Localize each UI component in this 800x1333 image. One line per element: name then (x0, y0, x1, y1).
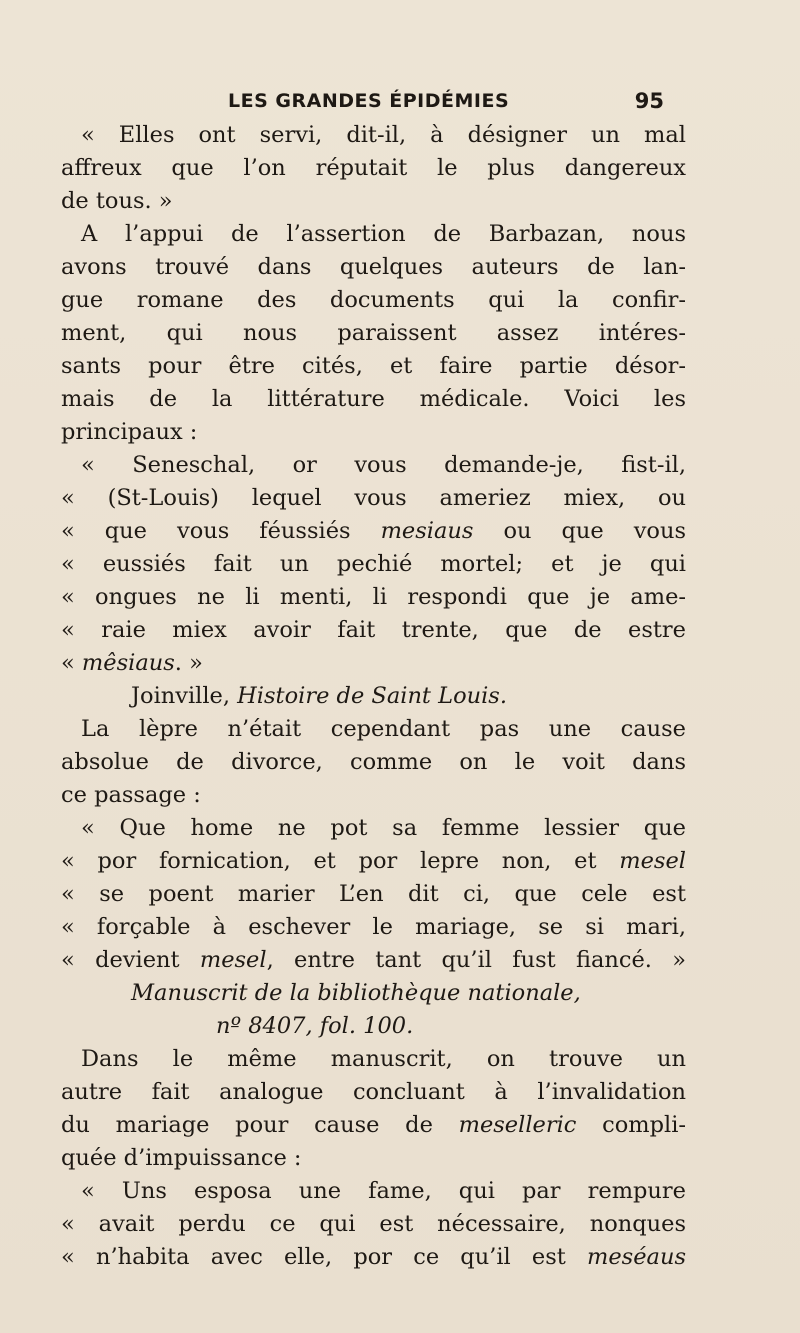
quoted-line: « por fornication, et por lepre non, et mesel (61, 848, 686, 874)
citation-manuscript: Manuscrit de la bibliothèque nationale, (131, 980, 581, 1006)
quote-mark: « (61, 947, 75, 973)
citation-line (61, 680, 686, 713)
quote-mark: « (81, 1178, 95, 1204)
quoted-line: « forçable à eschever le mariage, se si mari, (61, 914, 686, 940)
text-line: A l’appui de l’assertion de Barbazan, nous (81, 221, 686, 247)
text-line: ment, qui nous paraissent assez intéres- (61, 320, 686, 346)
quote-mark: « (61, 1211, 75, 1237)
text-line: quée d’impuissance : (61, 1145, 302, 1171)
citation-line (61, 1010, 686, 1043)
quoted-line: « Uns esposa une fame, qui par rempure (81, 1178, 686, 1204)
body-text (61, 119, 686, 1274)
quoted-line: « raie miex avoir fait trente, que de estre (61, 617, 686, 643)
text-line: principaux : (61, 419, 198, 445)
quoted-line: « devient mesel, entre tant qu’il fust fiancé. » (61, 947, 686, 973)
text-line (61, 119, 686, 152)
quote-mark: « (61, 848, 75, 874)
text-line: du mariage pour cause de meselleric compli- (61, 1112, 686, 1138)
quoted-line: « avait perdu ce qui est nécessaire, nonques (61, 1211, 686, 1237)
quote-mark: « (61, 518, 75, 544)
quoted-line: « Que home ne pot sa femme lessier que (81, 815, 686, 841)
quote-mark: « (61, 1244, 75, 1270)
text-line: ce passage : (61, 782, 201, 808)
page-number: 95 (634, 89, 664, 113)
quoted-line: « ongues ne li menti, li respondi que je ame- (61, 584, 686, 610)
citation-author: Joinville, (131, 683, 238, 709)
citation-line (61, 977, 686, 1010)
text-line: autre fait analogue concluant à l’invalidation (61, 1079, 686, 1105)
quote-mark: « (81, 452, 95, 478)
quote-mark: « (61, 914, 75, 940)
quote-mark: « (61, 551, 75, 577)
quoted-line: « Seneschal, or vous demande-je, fist-il, (81, 452, 686, 478)
quoted-line: « eussiés fait un pechié mortel; et je qui (61, 551, 686, 577)
quote-mark: « (61, 584, 75, 610)
text-line: absolue de divorce, comme on le voit dans (61, 749, 686, 775)
text-line: gue romane des documents qui la confir- (61, 287, 686, 313)
citation-title: Histoire de Saint Louis. (237, 683, 507, 709)
page-header (228, 90, 664, 114)
text-line: de tous. » (61, 188, 173, 214)
text-line: mais de la littérature médicale. Voici les (61, 386, 686, 412)
quoted-line: « (St-Louis) lequel vous ameriez miex, ou (61, 485, 686, 511)
text-line: affreux que l’on réputait le plus dangereux (61, 155, 686, 181)
text-line: La lèpre n’était cependant pas une cause (81, 716, 686, 742)
running-title: LES GRANDES ÉPIDÉMIES (228, 90, 510, 112)
quote-mark: « (81, 815, 95, 841)
text-line: Dans le même manuscrit, on trouve un (81, 1046, 686, 1072)
quote-mark: « (61, 650, 75, 676)
text-line: sants pour être cités, et faire partie désor- (61, 353, 686, 379)
quoted-line: « que vous féussiés mesiaus ou que vous (61, 518, 687, 544)
quote-mark: « (61, 485, 75, 511)
quoted-line: « mêsiaus. » (61, 650, 203, 676)
citation-folio: nº 8407, fol. 100. (216, 1013, 414, 1039)
quoted-line: « n’habita avec elle, por ce qu’il est meséaus (61, 1244, 686, 1270)
quoted-line: « se poent marier L’en dit ci, que cele est (61, 881, 686, 907)
quote-mark: « (61, 617, 75, 643)
line-content: « Elles ont servi, dit-il, à désigner un mal (81, 122, 686, 148)
quote-mark: « (61, 881, 75, 907)
text-line: avons trouvé dans quelques auteurs de lan- (61, 254, 686, 280)
quote-mark: « (81, 122, 95, 148)
